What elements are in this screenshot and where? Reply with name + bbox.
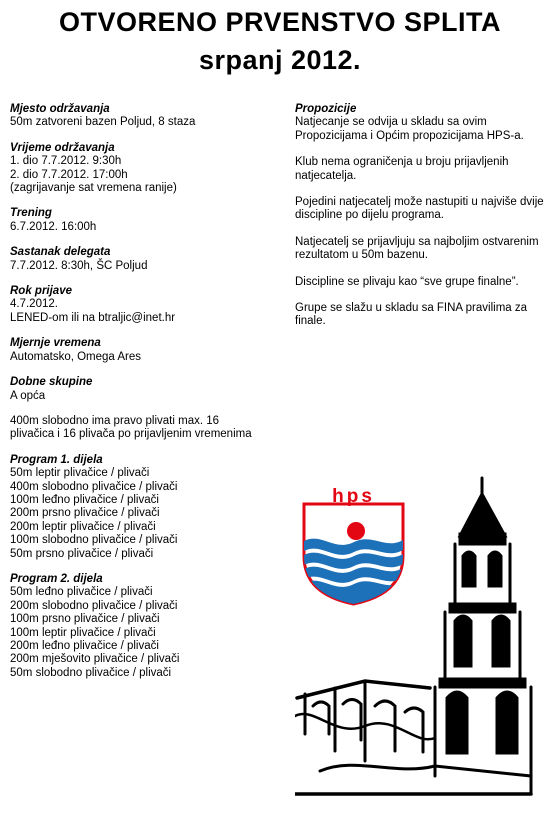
section-line: 1. dio 7.7.2012. 9:30h <box>10 155 122 168</box>
left-column <box>10 103 280 692</box>
propozicije-paragraph <box>295 302 555 329</box>
section-heading: Program 2. dijela <box>10 572 103 585</box>
propozicije-paragraph <box>295 236 555 263</box>
section-sastanak-delegata <box>10 246 280 273</box>
title-line-2: srpanj 2012. <box>198 45 362 75</box>
paragraph-line: Natjecatelj se prijavljuju sa najboljim ostvarenim <box>295 235 539 248</box>
section-dobne-skupine <box>10 376 280 403</box>
section-line: 400m slobodno plivačice / plivači <box>10 480 178 493</box>
section-heading: Dobne skupine <box>10 376 93 389</box>
section-heading: Mjesto održavanja <box>10 103 110 115</box>
paragraph-line: Klub nema ograničenja u broju prijavljenih <box>295 156 509 169</box>
section-heading: Mjernje vremena <box>10 337 101 350</box>
section-heading: Sastanak delegata <box>10 246 111 259</box>
paragraph-line: Propozicijama i Općim propozicijama HPS-a. <box>295 129 524 142</box>
section-line: 50m leptir plivačice / plivači <box>10 467 150 480</box>
section-line: 200m prsno plivačice / plivači <box>10 507 160 520</box>
section-line: 100m leptir plivačice / plivači <box>10 626 156 639</box>
title-line-1: OTVORENO PRVENSTVO SPLITA <box>58 7 502 37</box>
section-line: 200m slobodno plivačice / plivači <box>10 599 178 612</box>
section-mjesto-odrzavanja <box>10 103 280 130</box>
section-heading: Program 1. dijela <box>10 453 103 466</box>
section-line: 50m slobodno plivačice / plivači <box>10 666 172 679</box>
section-heading: Trening <box>10 207 52 220</box>
bell-tower-drawing <box>295 476 535 801</box>
section-program-2-dijela <box>10 573 280 680</box>
paragraph-line: Discipline se plivaju kao “sve grupe finalne”. <box>295 275 519 288</box>
section-line: LENED-om ili na btraljic@inet.hr <box>10 311 176 324</box>
paragraph-line: Pojedini natjecatelj može nastupiti u najviše dvije <box>295 196 544 209</box>
section-line: 4.7.2012. <box>10 298 58 311</box>
section-line: 100m slobodno plivačice / plivači <box>10 534 178 547</box>
paragraph-line: natjecatelja. <box>295 169 357 182</box>
section-line: 200m leptir plivačice / plivači <box>10 520 156 533</box>
section-line: 100m leđno plivačice / plivači <box>10 493 159 506</box>
propozicije-paragraph <box>295 276 555 289</box>
propozicije-paragraph <box>295 156 555 183</box>
section-heading: Rok prijave <box>10 285 72 298</box>
section-vrijeme-odrzavanja <box>10 142 280 196</box>
paragraph-line: Natjecanje se odvija u skladu sa ovim <box>295 116 487 129</box>
section-line: Automatsko, Omega Ares <box>10 350 142 363</box>
section-line: 100m prsno plivačice / plivači <box>10 613 160 626</box>
section-line: A opća <box>10 389 46 402</box>
logo-lettering: hps <box>332 486 375 507</box>
section-line: (zagrijavanje sat vremena ranije) <box>10 182 177 195</box>
section-rok-prijave <box>10 285 280 325</box>
paragraph-line: discipline po dijelu programa. <box>295 209 444 222</box>
paragraph-line: Grupe se slažu u skladu sa FINA pravilima za <box>295 302 528 315</box>
section-program-1-dijela <box>10 454 280 561</box>
section-line: 50m prsno plivačice / plivači <box>10 547 154 560</box>
section-line: plivačica i 16 plivača po prijavljenim vremenima <box>10 428 252 441</box>
section-mjernje-vremena <box>10 337 280 364</box>
propozicije-paragraph <box>295 196 555 223</box>
paragraph-line: finale. <box>295 315 326 328</box>
section-heading: Vrijeme održavanja <box>10 141 115 154</box>
propozicije-heading: Propozicije <box>295 103 357 115</box>
section-line: 400m slobodno ima pravo plivati max. 16 <box>10 414 220 427</box>
section-line: 50m zatvoreni bazen Poljud, 8 staza <box>10 116 196 129</box>
section-line: 6.7.2012. 16:00h <box>10 220 97 233</box>
section-line: 200m leđno plivačice / plivači <box>10 640 159 652</box>
section-line: 2. dio 7.7.2012. 17:00h <box>10 168 128 181</box>
section-line: 200m mješovito plivačice / plivači <box>10 653 180 666</box>
paragraph-line: rezultatom u 50m bazenu. <box>295 249 428 262</box>
section-line: 7.7.2012. 8:30h, ŠC Poljud <box>10 259 148 272</box>
right-column <box>295 103 555 342</box>
propozicije-paragraph <box>295 116 555 143</box>
section-line: 50m leđno plivačice / plivači <box>10 586 153 599</box>
section-note <box>10 415 280 442</box>
section-trening <box>10 207 280 234</box>
